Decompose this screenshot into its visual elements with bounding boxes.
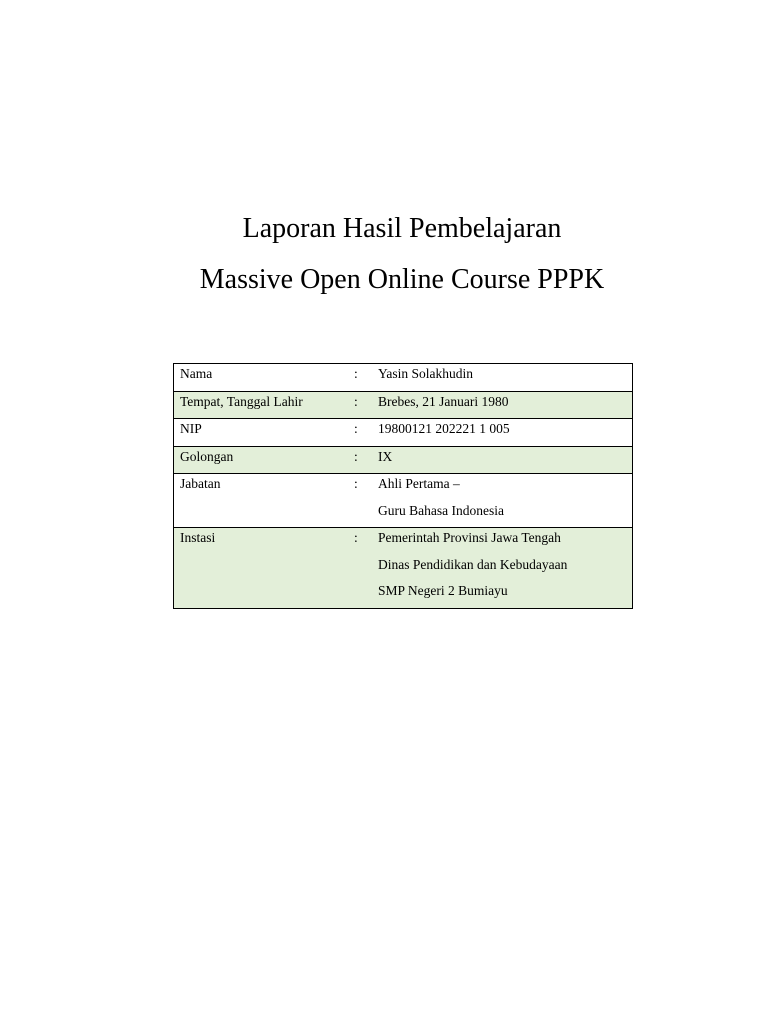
row-value: Dinas Pendidikan dan Kebudayaan <box>378 556 568 572</box>
row-value: 19800121 202221 1 005 <box>378 421 510 436</box>
row-separator: : <box>354 530 358 545</box>
row-label: Golongan <box>180 448 234 464</box>
row-value: SMP Negeri 2 Bumiayu <box>378 583 508 598</box>
row-separator: : <box>354 476 358 491</box>
table-row-golongan <box>174 447 632 475</box>
row-label: NIP <box>180 421 202 436</box>
table-row-jabatan <box>174 474 632 528</box>
row-label: Nama <box>180 366 213 381</box>
document-title-line-2: Massive Open Online Course PPPK <box>199 264 605 295</box>
table-row-nip <box>174 419 632 447</box>
row-value: Yasin Solakhudin <box>378 366 474 381</box>
row-separator: : <box>354 448 358 464</box>
row-label: Jabatan <box>180 476 221 491</box>
row-label: Instasi <box>180 530 216 545</box>
row-value: Pemerintah Provinsi Jawa Tengah <box>378 530 561 545</box>
row-value: Ahli Pertama – <box>378 476 460 491</box>
row-value: Guru Bahasa Indonesia <box>378 502 504 518</box>
row-separator: : <box>354 421 358 436</box>
table-row-tempat-tanggal-lahir <box>174 392 632 420</box>
row-value: IX <box>378 448 393 464</box>
table-row-nama <box>174 364 632 392</box>
table-row-instasi <box>174 528 632 609</box>
row-separator: : <box>354 366 358 381</box>
document-title-line-1: Laporan Hasil Pembelajaran <box>242 213 562 244</box>
row-separator: : <box>354 393 358 409</box>
row-value: Brebes, 21 Januari 1980 <box>378 393 509 409</box>
personal-info-table <box>173 363 633 609</box>
row-label: Tempat, Tanggal Lahir <box>180 393 303 409</box>
